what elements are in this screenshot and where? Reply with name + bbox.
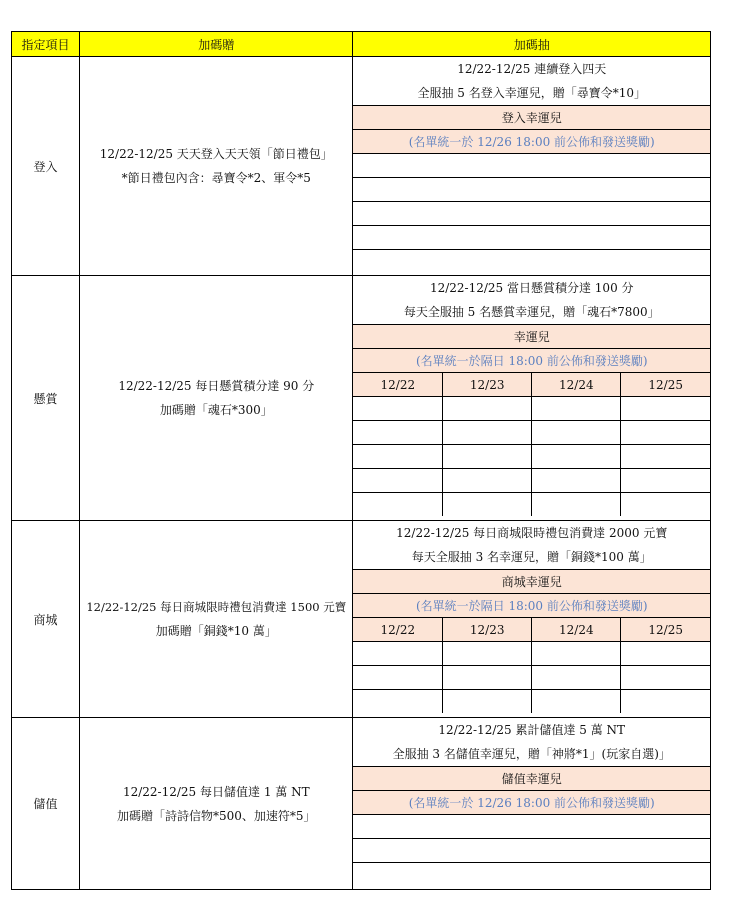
- header-draw: 加碼抽: [353, 32, 711, 57]
- winner-slot: [443, 445, 532, 469]
- category-cell: 懸賞: [12, 276, 80, 521]
- bonus-line: 加碼贈「銅錢*10 萬」: [155, 624, 277, 638]
- table-row-topup: [12, 718, 711, 890]
- bonus-cell: [80, 718, 353, 890]
- draw-cell: [353, 276, 711, 521]
- date-header: 12/22: [353, 618, 442, 642]
- winner-slot: [443, 469, 532, 493]
- winner-slot: [353, 690, 442, 714]
- draw-condition: 12/22-12/25 每日商城限時禮包消費達 2000 元寶: [396, 526, 668, 540]
- winner-box-note: (名單統一於 12/26 18:00 前公佈和發送獎勵): [353, 130, 710, 154]
- winner-slot: [353, 226, 710, 250]
- winner-slot: [353, 815, 710, 839]
- winner-slot: [621, 469, 710, 493]
- winner-list: [353, 766, 710, 886]
- winner-slot: [443, 666, 532, 690]
- header-bonus: 加碼贈: [80, 32, 353, 57]
- winner-slot: [353, 493, 442, 517]
- winner-box-note: (名單統一於 12/26 18:00 前公佈和發送獎勵): [353, 791, 710, 815]
- draw-reward: 每天全服抽 3 名幸運兒，贈「銅錢*100 萬」: [411, 550, 652, 564]
- date-header: 12/24: [532, 373, 621, 397]
- table-row-bounty: [12, 276, 711, 521]
- header-category: 指定項目: [12, 32, 80, 57]
- draw-reward: 全服抽 5 名登入幸運兒，贈「尋寶令*10」: [417, 86, 647, 100]
- bonus-line: 加碼贈「魂石*300」: [159, 403, 273, 417]
- draw-condition: 12/22-12/25 連續登入四天: [457, 62, 607, 76]
- date-header: 12/24: [532, 618, 621, 642]
- table-header-row: [12, 32, 711, 57]
- winner-slot: [621, 690, 710, 714]
- winner-box-note: (名單統一於隔日 18:00 前公佈和發送獎勵): [353, 349, 710, 373]
- winner-slot: [443, 642, 532, 666]
- winner-grid: [353, 324, 710, 516]
- bonus-line: 12/22-12/25 每日商城限時禮包消費達 1500 元寶: [86, 600, 347, 614]
- bonus-line: 12/22-12/25 每日懸賞積分達 90 分: [118, 379, 315, 393]
- bonus-line: 加碼贈「詩詩信物*500、加速符*5」: [117, 808, 316, 823]
- draw-reward: 全服抽 3 名儲值幸運兒，贈「神將*1」(玩家自選)」: [392, 747, 671, 761]
- winner-slot: [353, 863, 710, 887]
- winner-box-note: (名單統一於隔日 18:00 前公佈和發送獎勵): [353, 594, 710, 618]
- date-header: 12/25: [621, 618, 710, 642]
- winner-slot: [621, 421, 710, 445]
- winner-slot: [532, 469, 621, 493]
- winner-slot: [532, 690, 621, 714]
- winner-box-title: 商城幸運兒: [353, 570, 710, 594]
- draw-condition: 12/22-12/25 累計儲值達 5 萬 NT: [438, 723, 626, 737]
- winner-slot: [532, 421, 621, 445]
- bonus-line: *節日禮包內含：尋寶令*2、軍令*5: [121, 171, 311, 185]
- winner-slot: [353, 202, 710, 226]
- bonus-cell: [80, 276, 353, 521]
- winner-slot: [621, 642, 710, 666]
- winner-list: [353, 105, 710, 273]
- date-header: 12/23: [443, 618, 532, 642]
- winner-slot: [532, 493, 621, 517]
- winner-slot: [443, 493, 532, 517]
- winner-slot: [532, 445, 621, 469]
- category-cell: 商城: [12, 521, 80, 718]
- category-cell: 登入: [12, 57, 80, 276]
- winner-grid: [353, 569, 710, 713]
- winner-slot: [532, 666, 621, 690]
- draw-condition: 12/22-12/25 當日懸賞積分達 100 分: [429, 281, 634, 295]
- draw-cell: [353, 521, 711, 718]
- winner-slot: [443, 397, 532, 421]
- winner-slot: [353, 445, 442, 469]
- draw-cell: [353, 57, 711, 276]
- date-header: 12/25: [621, 373, 710, 397]
- date-header: 12/23: [443, 373, 532, 397]
- winner-slot: [353, 666, 442, 690]
- winner-slot: [621, 445, 710, 469]
- event-table-page: [11, 31, 711, 890]
- draw-cell: [353, 718, 711, 890]
- winner-slot: [353, 839, 710, 863]
- winner-slot: [353, 642, 442, 666]
- winner-slot: [353, 469, 442, 493]
- winner-slot: [532, 642, 621, 666]
- category-cell: 儲值: [12, 718, 80, 890]
- winner-slot: [353, 421, 442, 445]
- bonus-line: 12/22-12/25 每日儲值達 1 萬 NT: [122, 784, 310, 799]
- winner-box-title: 幸運兒: [353, 325, 710, 349]
- winner-slot: [621, 666, 710, 690]
- bonus-cell: [80, 57, 353, 276]
- winner-slot: [443, 690, 532, 714]
- winner-slot: [621, 493, 710, 517]
- bonus-line: 12/22-12/25 天天登入天天領「節日禮包」: [99, 147, 333, 161]
- table-row-login: [12, 57, 711, 276]
- winner-slot: [621, 397, 710, 421]
- winner-slot: [353, 397, 442, 421]
- winner-slot: [532, 397, 621, 421]
- winner-slot: [353, 178, 710, 202]
- table-row-shop: [12, 521, 711, 718]
- winner-box-title: 儲值幸運兒: [353, 767, 710, 791]
- winner-slot: [443, 421, 532, 445]
- winner-slot: [353, 250, 710, 274]
- event-bonus-table: [11, 31, 711, 890]
- draw-reward: 每天全服抽 5 名懸賞幸運兒，贈「魂石*7800」: [403, 305, 660, 319]
- bonus-cell: [80, 521, 353, 718]
- winner-slot: [353, 154, 710, 178]
- winner-box-title: 登入幸運兒: [353, 106, 710, 130]
- date-header: 12/22: [353, 373, 442, 397]
